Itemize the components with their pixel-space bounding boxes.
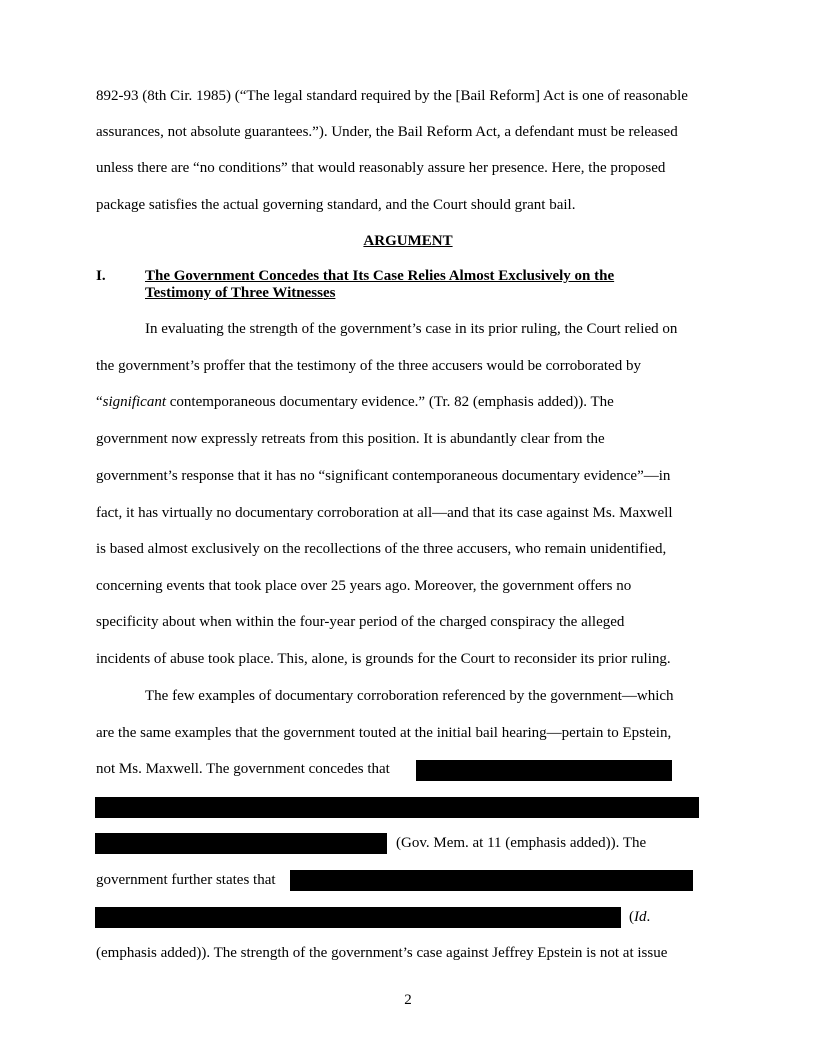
- body-text-line: [629, 907, 650, 927]
- text: .: [646, 909, 651, 925]
- redaction-box: [95, 797, 699, 818]
- body-text-line: package satisfies the actual governing standard, and the Court should grant bail.: [96, 197, 576, 213]
- body-text-line: government further states that: [96, 872, 276, 888]
- page-number: 2: [404, 992, 412, 1008]
- body-text-line: is based almost exclusively on the recollections of the three accusers, who remain unidentified,: [96, 541, 667, 557]
- redaction-box: [95, 907, 621, 928]
- body-text-line: (Gov. Mem. at 11 (emphasis added)). The: [396, 835, 647, 851]
- text: “: [96, 394, 103, 410]
- text: (: [629, 909, 634, 925]
- body-text-line: [96, 392, 614, 412]
- body-text-line: government’s response that it has no “significant contemporaneous documentary evidence”—in: [96, 468, 671, 484]
- argument-heading: ARGUMENT: [363, 233, 453, 249]
- citation-id: Id: [634, 909, 647, 925]
- body-text-line: assurances, not absolute guarantees.”). Under, the Bail Reform Act, a defendant must be released: [96, 124, 678, 140]
- body-text-line: In evaluating the strength of the government’s case in its prior ruling, the Court relied on: [145, 321, 678, 337]
- redaction-box: [416, 760, 672, 781]
- body-text-line: the government’s proffer that the testimony of the three accusers would be corroborated by: [96, 358, 641, 374]
- body-text-line: The few examples of documentary corroboration referenced by the government—which: [145, 688, 674, 704]
- body-text-line: government now expressly retreats from this position. It is abundantly clear from the: [96, 431, 605, 447]
- body-text-line: not Ms. Maxwell. The government concedes that: [96, 761, 390, 777]
- body-text-line: concerning events that took place over 25 years ago. Moreover, the government offers no: [96, 578, 632, 594]
- body-text-line: incidents of abuse took place. This, alone, is grounds for the Court to reconsider its prior ruling.: [96, 651, 671, 667]
- section-number: I.: [96, 268, 106, 284]
- text: contemporaneous documentary evidence.” (Tr. 82 (emphasis added)). The: [166, 394, 614, 410]
- body-text-line: unless there are “no conditions” that would reasonably assure her presence. Here, the proposed: [96, 160, 666, 176]
- body-text-line: fact, it has virtually no documentary corroboration at all—and that its case against Ms. Maxwell: [96, 505, 673, 521]
- section-title: The Government Concedes that Its Case Relies Almost Exclusively on the: [145, 268, 615, 284]
- body-text-line: specificity about when within the four-year period of the charged conspiracy the alleged: [96, 614, 625, 630]
- body-text-line: (emphasis added)). The strength of the government’s case against Jeffrey Epstein is not at issue: [96, 945, 668, 961]
- section-title-line2: Testimony of Three Witnesses: [145, 285, 336, 301]
- emphasis-text: significant: [102, 394, 167, 410]
- body-text-line: are the same examples that the government touted at the initial bail hearing—pertain to Epstein,: [96, 725, 672, 741]
- redaction-box: [95, 833, 387, 854]
- body-text-line: 892-93 (8th Cir. 1985) (“The legal standard required by the [Bail Reform] Act is one of reasonable: [96, 88, 688, 104]
- redaction-box: [290, 870, 693, 891]
